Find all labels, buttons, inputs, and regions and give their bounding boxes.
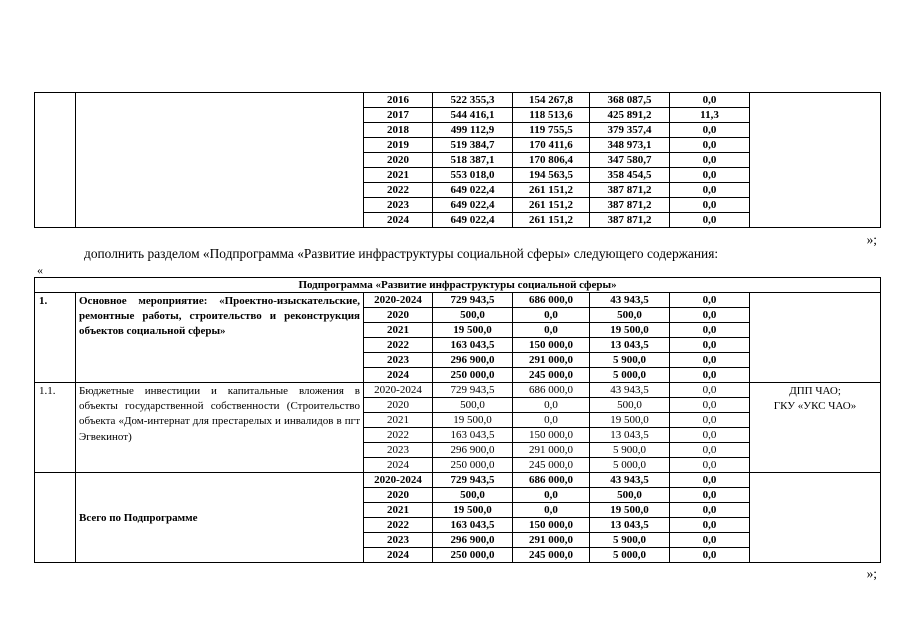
value-cell: 194 563,5	[513, 168, 590, 183]
value-cell: 500,0	[433, 488, 513, 503]
value-cell: 0,0	[513, 323, 590, 338]
value-cell: 347 580,7	[590, 153, 670, 168]
value-cell: 19 500,0	[590, 503, 670, 518]
year-cell: 2024	[364, 368, 433, 383]
value-cell: 43 943,5	[590, 383, 670, 398]
year-cell: 2021	[364, 503, 433, 518]
responsible-2: ГКУ «УКС ЧАО»	[773, 400, 857, 412]
year-cell: 2020	[364, 153, 433, 168]
subprogram-title: Подпрограмма «Развитие инфраструктуры социальной сферы»	[35, 278, 881, 293]
year-cell: 2022	[364, 518, 433, 533]
table-row	[35, 93, 881, 108]
value-cell: 387 871,2	[590, 198, 670, 213]
value-cell: 729 943,5	[433, 293, 513, 308]
value-cell: 163 043,5	[433, 338, 513, 353]
value-cell: 43 943,5	[590, 473, 670, 488]
value-cell: 13 043,5	[590, 428, 670, 443]
value-cell: 0,0	[670, 458, 750, 473]
number-cell	[35, 473, 76, 563]
year-cell: 2020	[364, 308, 433, 323]
value-cell: 0,0	[670, 183, 750, 198]
value-cell: 649 022,4	[433, 213, 513, 228]
value-cell: 43 943,5	[590, 293, 670, 308]
responsible-cell	[750, 93, 881, 228]
value-cell: 163 043,5	[433, 518, 513, 533]
value-cell: 729 943,5	[433, 473, 513, 488]
value-cell: 500,0	[433, 398, 513, 413]
value-cell: 0,0	[513, 308, 590, 323]
year-cell: 2019	[364, 138, 433, 153]
value-cell: 0,0	[670, 443, 750, 458]
value-cell: 150 000,0	[513, 338, 590, 353]
value-cell: 500,0	[590, 308, 670, 323]
value-cell: 0,0	[670, 138, 750, 153]
year-cell: 2022	[364, 338, 433, 353]
value-cell: 296 900,0	[433, 353, 513, 368]
value-cell: 13 043,5	[590, 518, 670, 533]
value-cell: 250 000,0	[433, 458, 513, 473]
value-cell: 296 900,0	[433, 533, 513, 548]
subprogram-title-row	[35, 278, 881, 293]
value-cell: 358 454,5	[590, 168, 670, 183]
value-cell: 368 087,5	[590, 93, 670, 108]
value-cell: 0,0	[670, 533, 750, 548]
value-cell: 649 022,4	[433, 183, 513, 198]
value-cell: 0,0	[513, 398, 590, 413]
value-cell: 387 871,2	[590, 213, 670, 228]
value-cell: 19 500,0	[433, 323, 513, 338]
value-cell: 0,0	[670, 93, 750, 108]
year-cell: 2020-2024	[364, 293, 433, 308]
value-cell: 170 806,4	[513, 153, 590, 168]
value-cell: 13 043,5	[590, 338, 670, 353]
value-cell: 0,0	[670, 488, 750, 503]
value-cell: 649 022,4	[433, 198, 513, 213]
year-cell: 2024	[364, 458, 433, 473]
value-cell: 250 000,0	[433, 368, 513, 383]
subprogram-table-body	[35, 278, 881, 563]
value-cell: 387 871,2	[590, 183, 670, 198]
number-cell	[35, 93, 76, 228]
value-cell: 19 500,0	[433, 503, 513, 518]
event-description: Основное мероприятие: «Проектно-изыскательские, ремонтные работы, строительство и реконструкция объектов социальной сферы»	[76, 293, 364, 383]
value-cell: 0,0	[670, 293, 750, 308]
value-cell: 245 000,0	[513, 458, 590, 473]
event-number: 1.	[35, 293, 76, 383]
value-cell: 0,0	[670, 198, 750, 213]
year-cell: 2024	[364, 548, 433, 563]
value-cell: 0,0	[670, 323, 750, 338]
close-quote-bottom: »;	[866, 566, 877, 581]
value-cell: 245 000,0	[513, 548, 590, 563]
value-cell: 0,0	[670, 383, 750, 398]
value-cell: 5 900,0	[590, 353, 670, 368]
value-cell: 261 151,2	[513, 198, 590, 213]
value-cell: 291 000,0	[513, 443, 590, 458]
year-cell: 2018	[364, 123, 433, 138]
value-cell: 261 151,2	[513, 213, 590, 228]
year-cell: 2020-2024	[364, 383, 433, 398]
value-cell: 261 151,2	[513, 183, 590, 198]
value-cell: 11,3	[670, 108, 750, 123]
event-description: Бюджетные инвестиции и капитальные вложения в объекты государственной собственности (Строительство объекта «Дом-интернат для престарелых и инвалидов в пгт Эгвекинот)	[76, 383, 364, 473]
responsible-1: ДПП ЧАО;	[789, 385, 841, 397]
top-financing-table	[34, 92, 881, 228]
year-cell: 2020	[364, 488, 433, 503]
table-row	[35, 383, 881, 398]
value-cell: 170 411,6	[513, 138, 590, 153]
value-cell: 499 112,9	[433, 123, 513, 138]
table-row	[35, 293, 881, 308]
value-cell: 291 000,0	[513, 353, 590, 368]
subprogram-table	[34, 277, 881, 563]
value-cell: 0,0	[670, 518, 750, 533]
value-cell: 379 357,4	[590, 123, 670, 138]
value-cell: 518 387,1	[433, 153, 513, 168]
value-cell: 150 000,0	[513, 428, 590, 443]
responsible-cell	[750, 383, 881, 473]
value-cell: 0,0	[670, 473, 750, 488]
responsible-cell	[750, 293, 881, 383]
value-cell: 0,0	[670, 308, 750, 323]
value-cell: 119 755,5	[513, 123, 590, 138]
value-cell: 245 000,0	[513, 368, 590, 383]
value-cell: 425 891,2	[590, 108, 670, 123]
intro-paragraph: дополнить разделом «Подпрограмма «Развитие инфраструктуры социальной сферы» следующего содержания:	[84, 246, 719, 261]
value-cell: 5 000,0	[590, 458, 670, 473]
value-cell: 0,0	[513, 413, 590, 428]
year-cell: 2020	[364, 398, 433, 413]
value-cell: 729 943,5	[433, 383, 513, 398]
value-cell: 522 355,3	[433, 93, 513, 108]
value-cell: 0,0	[670, 503, 750, 518]
value-cell: 500,0	[590, 488, 670, 503]
value-cell: 0,0	[670, 368, 750, 383]
year-cell: 2021	[364, 168, 433, 183]
value-cell: 500,0	[433, 308, 513, 323]
value-cell: 5 000,0	[590, 548, 670, 563]
total-label: Всего по Подпрограмме	[76, 473, 364, 563]
value-cell: 519 384,7	[433, 138, 513, 153]
year-cell: 2023	[364, 353, 433, 368]
year-cell: 2022	[364, 428, 433, 443]
table-row	[35, 473, 881, 488]
value-cell: 0,0	[670, 413, 750, 428]
value-cell: 154 267,8	[513, 93, 590, 108]
value-cell: 348 973,1	[590, 138, 670, 153]
value-cell: 291 000,0	[513, 533, 590, 548]
value-cell: 19 500,0	[590, 413, 670, 428]
value-cell: 0,0	[670, 168, 750, 183]
value-cell: 5 900,0	[590, 533, 670, 548]
close-quote-top: »;	[866, 232, 877, 247]
value-cell: 500,0	[590, 398, 670, 413]
value-cell: 0,0	[670, 353, 750, 368]
value-cell: 553 018,0	[433, 168, 513, 183]
value-cell: 686 000,0	[513, 473, 590, 488]
value-cell: 163 043,5	[433, 428, 513, 443]
value-cell: 5 900,0	[590, 443, 670, 458]
value-cell: 686 000,0	[513, 383, 590, 398]
value-cell: 0,0	[513, 488, 590, 503]
year-cell: 2021	[364, 323, 433, 338]
year-cell: 2023	[364, 533, 433, 548]
year-cell: 2021	[364, 413, 433, 428]
value-cell: 0,0	[513, 503, 590, 518]
year-cell: 2023	[364, 443, 433, 458]
value-cell: 0,0	[670, 398, 750, 413]
value-cell: 118 513,6	[513, 108, 590, 123]
value-cell: 0,0	[670, 338, 750, 353]
value-cell: 250 000,0	[433, 548, 513, 563]
value-cell: 5 000,0	[590, 368, 670, 383]
value-cell: 686 000,0	[513, 293, 590, 308]
value-cell: 0,0	[670, 548, 750, 563]
value-cell: 150 000,0	[513, 518, 590, 533]
top-table-body	[35, 93, 881, 228]
year-cell: 2017	[364, 108, 433, 123]
value-cell: 0,0	[670, 213, 750, 228]
value-cell: 0,0	[670, 153, 750, 168]
value-cell: 19 500,0	[433, 413, 513, 428]
value-cell: 544 416,1	[433, 108, 513, 123]
value-cell: 0,0	[670, 428, 750, 443]
value-cell: 0,0	[670, 123, 750, 138]
year-cell: 2024	[364, 213, 433, 228]
value-cell: 296 900,0	[433, 443, 513, 458]
year-cell: 2020-2024	[364, 473, 433, 488]
responsible-cell	[750, 473, 881, 563]
open-quote: «	[37, 263, 43, 277]
year-cell: 2023	[364, 198, 433, 213]
year-cell: 2022	[364, 183, 433, 198]
event-number: 1.1.	[35, 383, 76, 473]
description-cell	[76, 93, 364, 228]
year-cell: 2016	[364, 93, 433, 108]
value-cell: 19 500,0	[590, 323, 670, 338]
